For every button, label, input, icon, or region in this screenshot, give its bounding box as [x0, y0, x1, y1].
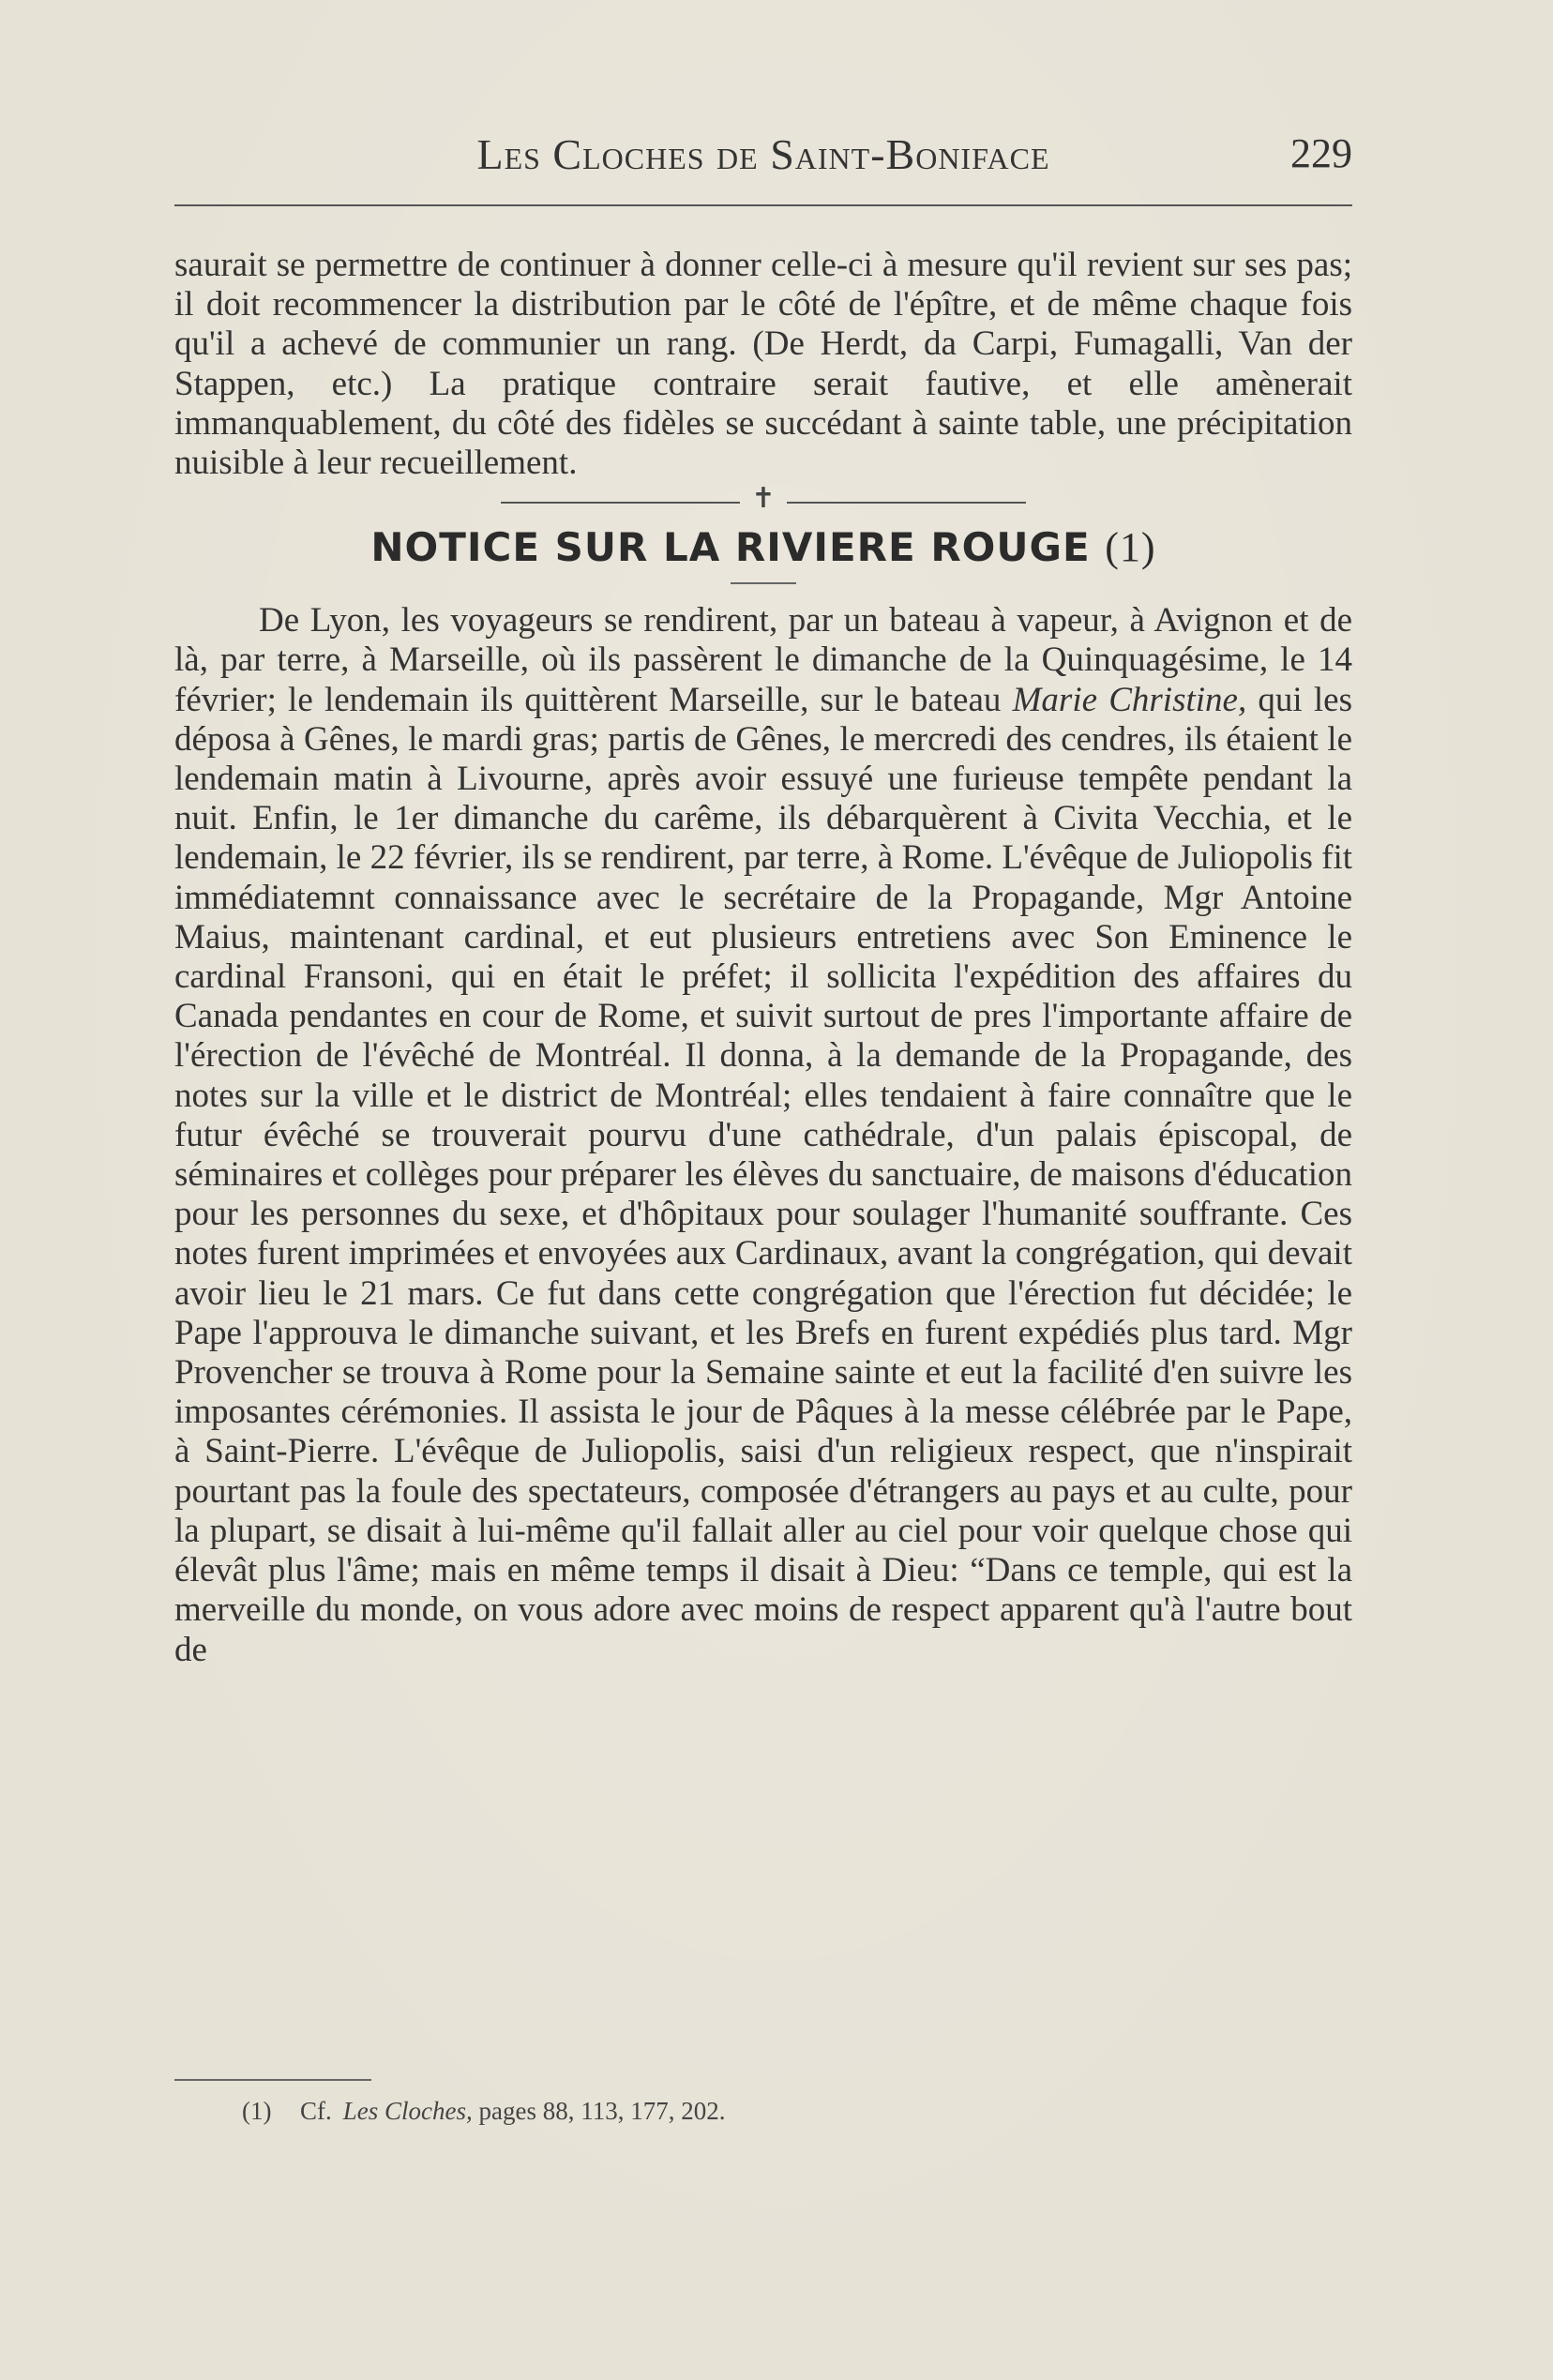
header-rule [174, 204, 1352, 206]
section-title-text: NOTICE SUR LA RIVIERE ROUGE [370, 524, 1091, 571]
paragraph-notice-part1: De Lyon, les voyageurs se rendirent, par un bateau à vapeur, à Avignon et de là, par terre, à Marseille, où ils passèrent le dimanche de la Quinquagésime, le 14 février; le lendemain ils quittèrent Marseille, sur le bateau [174, 601, 1352, 719]
section-title [174, 522, 1352, 573]
footnote-title: Les Cloches, [342, 2097, 473, 2125]
page-number: 229 [1290, 130, 1352, 176]
title-rule [731, 582, 796, 584]
paragraph-notice [174, 601, 1352, 1669]
section-ornament [501, 483, 1026, 515]
ship-name: Marie Christine, [1012, 680, 1247, 719]
ornament-line-left [501, 502, 740, 504]
page-body [174, 246, 1352, 1670]
footnote-pages: pages 88, 113, 177, 202. [478, 2097, 726, 2125]
running-head [174, 129, 1352, 186]
ornament-line-right [787, 502, 1026, 504]
cross-ornament-icon: ✝ [751, 483, 776, 515]
section-title-footnote-ref: (1) [1105, 524, 1156, 571]
running-title: Les Cloches de Saint-Boniface [476, 130, 1050, 178]
footnote-cf: Cf. [300, 2097, 332, 2125]
footnote-mark: (1) [242, 2097, 272, 2125]
paragraph-notice-part2: qui les déposa à Gênes, le mardi gras; partis de Gênes, le mercredi des cendres, ils étaient le lendemain matin à Livourne, après avoir essuyé une furieuse tempête pendant la nuit. Enfin, le 1er dimanche du carême, ils débarquèrent à Civita Vecchia, et le lendemain, le 22 février, ils se rendirent, par terre, à Rome. L'évêque de Juliopolis fit immédiatemnt connaissance avec le secrétaire de la Propagande, Mgr Antoine Maius, maintenant cardinal, et eut plusieurs entretiens avec Son Eminence le cardinal Fransoni, qui en était le préfet; il sollicita l'expédition des affaires du Canada pendantes en cour de Rome, et suivit surtout de pres l'importante affaire de l'érection de l'évêché de Montréal. Il donna, à la demande de la Propagande, des notes sur la ville et le district de Montréal; elles tendaient à faire connaître que le futur évêché se trouverait pourvu d'une cathédrale, d'un palais épiscopal, de séminaires et collèges pour préparer les élèves du sanctuaire, de maisons d'éducation pour les personnes du sexe, et d'hôpitaux pour soulager l'humanité souffrante. Ces notes furent imprimées et envoyées aux Cardinaux, avant la congrégation, qui devait avoir lieu le 21 mars. Ce fut dans cette congrégation que l'érection fut décidée; le Pape l'approuva le dimanche suivant, et les Brefs en furent expédiés plus tard. Mgr Provencher se trouva à Rome pour la Semaine sainte et eut la facilité d'en suivre les imposantes cérémonies. Il assista le jour de Pâques à la messe célébrée par le Pape, à Saint-Pierre. L'évêque de Juliopolis, saisi d'un religieux respect, que n'inspirait pourtant pas la foule des spectateurs, composée d'étrangers au pays et au culte, pour la plupart, se disait à lui-même qu'il fallait aller au ciel pour voir quelque chose qui élevât plus l'âme; mais en même temps il disait à Dieu: “Dans ce temple, qui est la merveille du monde, on vous adore avec moins de respect apparent qu'à l'autre bout de [174, 680, 1352, 1669]
footnote [174, 2095, 1352, 2127]
paragraph-continuation: saurait se permettre de continuer à donner celle-ci à mesure qu'il revient sur ses pas; il doit recommencer la distribution par le côté de l'épître, et de même chaque fois qu'il a achevé de communier un rang. (De Herdt, da Carpi, Fumagalli, Van der Stappen, etc.) La pratique contraire serait fautive, et elle amènerait immanquablement, du côté des fidèles se succédant à sainte table, une précipitation nuisible à leur recueillement. [174, 246, 1352, 483]
footnote-rule [174, 2079, 371, 2081]
